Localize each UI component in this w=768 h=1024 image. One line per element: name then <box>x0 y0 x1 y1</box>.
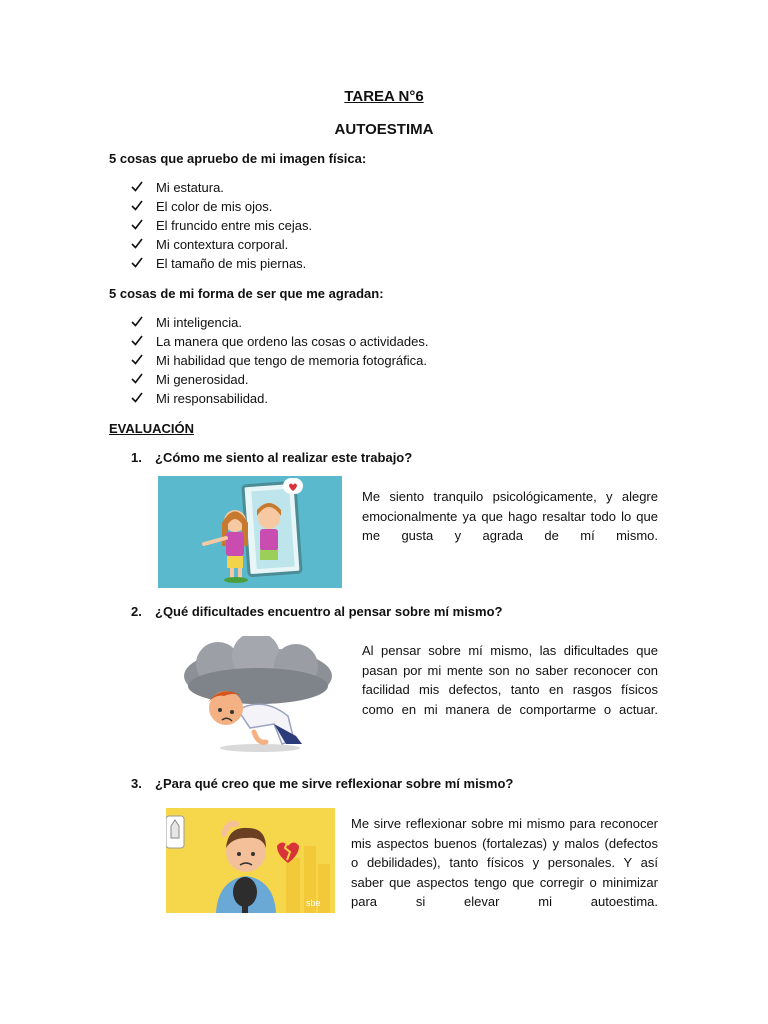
list-item <box>131 370 428 389</box>
question-text: ¿Qué dificultades encuentro al pensar sobre mí mismo? <box>155 604 503 619</box>
list-item <box>131 235 312 254</box>
question-3 <box>131 776 513 791</box>
answer-3: Me sirve reflexionar sobre mi mismo para reconocer mis aspectos buenos (fortalezas) y malos (defectos o debilidades), tanto físicos y personales. Y así saber que aspectos tengo que corregir o minimizar para si elevar mi autoestima. <box>351 816 658 909</box>
check-icon <box>131 351 145 370</box>
page-subtitle: AUTOESTIMA <box>334 121 434 138</box>
page-title: TAREA N°6 <box>344 88 424 105</box>
question-text: ¿Cómo me siento al realizar este trabajo? <box>155 450 413 465</box>
question-number: 3. <box>131 776 142 791</box>
physical-list <box>131 178 312 273</box>
list-item-text: El tamaño de mis piernas. <box>156 256 307 271</box>
list-item-text: Mi inteligencia. <box>156 315 242 330</box>
check-icon <box>131 389 145 408</box>
list-item <box>131 178 312 197</box>
check-icon <box>131 178 145 197</box>
check-icon <box>131 332 145 351</box>
list-item-text: El color de mis ojos. <box>156 199 273 214</box>
list-item-text: Mi estatura. <box>156 180 224 195</box>
list-item-text: El fruncido entre mis cejas. <box>156 218 313 233</box>
question-2 <box>131 604 502 619</box>
list-item <box>131 254 312 273</box>
list-item-text: Mi contextura corporal. <box>156 237 289 252</box>
mirror-illustration <box>158 476 342 588</box>
list-item-text: Mi habilidad que tengo de memoria fotográfica. <box>156 353 427 368</box>
answer-2: Al pensar sobre mí mismo, las dificultades que pasan por mi mente son no saber reconocer con facilidad mis defectos, tanto en rasgos físicos como en mi manera de comportarme o actuar. <box>362 643 658 717</box>
question-1 <box>131 450 412 465</box>
cloud-illustration <box>178 636 338 754</box>
list-item <box>131 351 428 370</box>
list-item <box>131 197 312 216</box>
list-item-text: Mi responsabilidad. <box>156 391 269 406</box>
evaluation-heading: EVALUACIÓN <box>109 421 194 436</box>
list-item-text: Mi generosidad. <box>156 372 249 387</box>
physical-heading: 5 cosas que apruebo de mi imagen física: <box>109 151 367 166</box>
list-item-text: La manera que ordeno las cosas o actividades. <box>156 334 429 349</box>
answer-1: Me siento tranquilo psicológicamente, y alegre emocionalmente ya que hago resaltar todo lo que me gusta y agrada de mí mismo. <box>362 489 658 543</box>
check-icon <box>131 235 145 254</box>
list-item <box>131 216 312 235</box>
check-icon <box>131 370 145 389</box>
list-item <box>131 313 428 332</box>
check-icon <box>131 313 145 332</box>
check-icon <box>131 197 145 216</box>
question-text: ¿Para qué creo que me sirve reflexionar sobre mí mismo? <box>155 776 514 791</box>
check-icon <box>131 216 145 235</box>
personality-heading: 5 cosas de mi forma de ser que me agradan: <box>109 286 384 301</box>
list-item <box>131 389 428 408</box>
list-item <box>131 332 428 351</box>
watermark-text: sbe <box>306 898 321 908</box>
question-number: 1. <box>131 450 142 465</box>
question-number: 2. <box>131 604 142 619</box>
check-icon <box>131 254 145 273</box>
personality-list <box>131 313 428 408</box>
reflect-illustration <box>166 808 335 913</box>
